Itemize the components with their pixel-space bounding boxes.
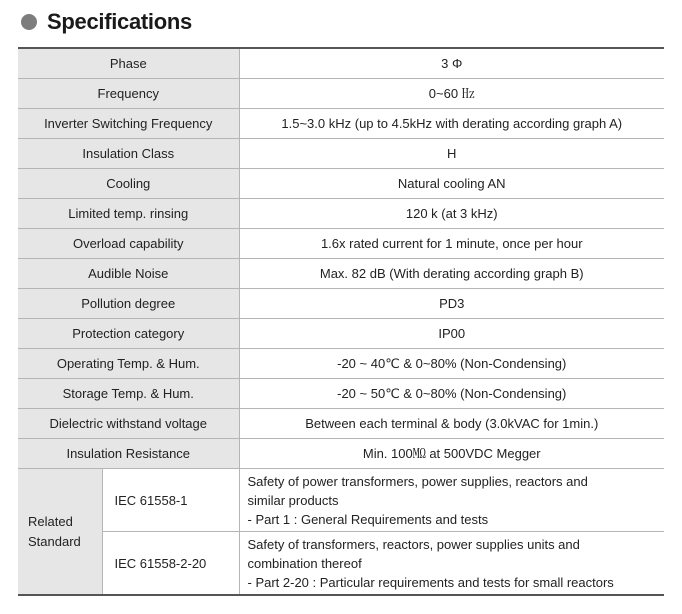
- spec-label: Cooling: [18, 169, 239, 199]
- table-row: [18, 259, 664, 289]
- spec-value: -20 ~ 40℃ & 0~80% (Non-Condensing): [239, 349, 664, 379]
- table-row: [18, 48, 664, 79]
- bullet-icon: [21, 14, 37, 30]
- spec-value: Between each terminal & body (3.0kVAC for 1min.): [239, 409, 664, 439]
- spec-label: Dielectric withstand voltage: [18, 409, 239, 439]
- spec-value: 1.6x rated current for 1 minute, once per hour: [239, 229, 664, 259]
- standard-description-line: Safety of power transformers, power supplies, reactors and: [247, 474, 588, 489]
- standard-code: IEC 61558-1: [102, 469, 239, 532]
- related-standard-label: [18, 469, 102, 596]
- table-row: [18, 229, 664, 259]
- spec-label: Operating Temp. & Hum.: [18, 349, 239, 379]
- spec-value: 120 k (at 3 kHz): [239, 199, 664, 229]
- spec-label: Inverter Switching Frequency: [18, 109, 239, 139]
- spec-value: Natural cooling AN: [239, 169, 664, 199]
- table-row: [18, 319, 664, 349]
- table-row: [18, 109, 664, 139]
- spec-label: Frequency: [18, 79, 239, 109]
- table-row: [18, 169, 664, 199]
- spec-value: 3 Φ: [239, 48, 664, 79]
- page-title: Specifications: [47, 9, 192, 34]
- spec-label: Limited temp. rinsing: [18, 199, 239, 229]
- spec-label: Storage Temp. & Hum.: [18, 379, 239, 409]
- table-row: [18, 439, 664, 469]
- table-row: [18, 379, 664, 409]
- spec-value: 0~60 ㎐: [239, 79, 664, 109]
- spec-value: H: [239, 139, 664, 169]
- table-row-standard: [18, 469, 664, 532]
- spec-value: 1.5~3.0 kHz (up to 4.5kHz with derating according graph A): [239, 109, 664, 139]
- standard-description-line: Safety of transformers, reactors, power supplies units and: [247, 537, 580, 552]
- spec-value: -20 ~ 50℃ & 0~80% (Non-Condensing): [239, 379, 664, 409]
- spec-value: IP00: [239, 319, 664, 349]
- spec-label: Protection category: [18, 319, 239, 349]
- standard-description-line: - Part 1 : General Requirements and tests: [247, 512, 489, 527]
- spec-label: Insulation Resistance: [18, 439, 239, 469]
- table-row: [18, 199, 664, 229]
- section-header: [21, 6, 192, 38]
- standard-description-line: - Part 2-20 : Particular requirements and tests for small reactors: [247, 575, 614, 590]
- spec-label: Audible Noise: [18, 259, 239, 289]
- related-standard-label-line: Standard: [28, 533, 81, 549]
- spec-value: PD3: [239, 289, 664, 319]
- table-row: [18, 289, 664, 319]
- standard-description: [239, 532, 664, 596]
- spec-value: Min. 100㏁ at 500VDC Megger: [239, 439, 664, 469]
- table-row: [18, 349, 664, 379]
- spec-label: Overload capability: [18, 229, 239, 259]
- spec-label: Pollution degree: [18, 289, 239, 319]
- standard-code: IEC 61558-2-20: [102, 532, 239, 596]
- table-row: [18, 409, 664, 439]
- table-row: [18, 79, 664, 109]
- standard-description: [239, 469, 664, 532]
- standard-description-line: combination thereof: [247, 556, 362, 571]
- spec-value: Max. 82 dB (With derating according graph B): [239, 259, 664, 289]
- table-row-standard: [18, 532, 664, 596]
- standard-description-line: similar products: [247, 493, 339, 508]
- specifications-table: [18, 47, 664, 596]
- related-standard-label-line: Related: [28, 513, 73, 529]
- spec-label: Insulation Class: [18, 139, 239, 169]
- spec-label: Phase: [18, 48, 239, 79]
- table-row: [18, 139, 664, 169]
